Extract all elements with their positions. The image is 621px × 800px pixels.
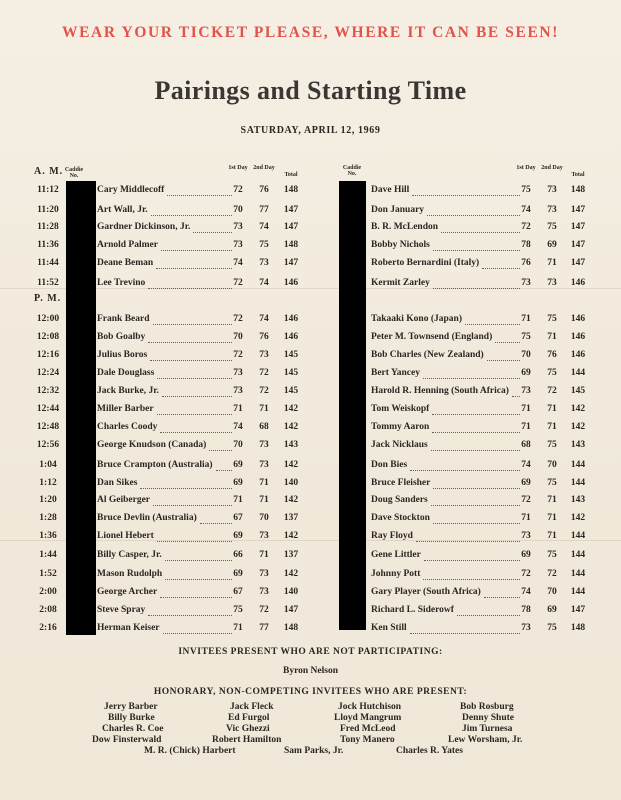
player-name: Gary Player (South Africa) <box>371 587 481 597</box>
leader-dots <box>457 614 520 616</box>
total-score: 143 <box>570 495 586 505</box>
first-day-score: 75 <box>521 332 531 342</box>
first-day-score: 74 <box>233 258 243 268</box>
total-score: 147 <box>283 222 299 232</box>
honorary-invitee: Charles R. Yates <box>396 746 463 756</box>
first-day-score: 69 <box>521 368 531 378</box>
second-day-score: 72 <box>259 605 269 615</box>
first-day-score: 73 <box>521 623 531 633</box>
first-day-score: 74 <box>521 460 531 470</box>
second-day-score: 75 <box>259 240 269 250</box>
player-name: Don Bies <box>371 460 408 470</box>
leader-dots <box>161 249 232 251</box>
second-day-score: 75 <box>547 440 557 450</box>
honorary-invitee: Robert Hamilton <box>212 735 282 745</box>
leader-dots <box>151 214 232 216</box>
player-name: Billy Casper, Jr. <box>97 550 162 560</box>
first-day-score: 72 <box>521 569 531 579</box>
tee-time: 12:48 <box>36 422 60 432</box>
tee-time: 12:24 <box>36 368 60 378</box>
tee-time: 2:16 <box>39 623 57 633</box>
tee-time: 1:04 <box>39 460 57 470</box>
first-day-score: 68 <box>521 440 531 450</box>
player-name: Cary Middlecoff <box>97 185 165 195</box>
player-name: Roberto Bernardini (Italy) <box>371 258 480 268</box>
tee-time: 11:20 <box>37 205 59 215</box>
player-name: Peter M. Townsend (England) <box>371 332 493 342</box>
tee-time: 12:16 <box>36 350 60 360</box>
player-name: Al Geiberger <box>97 495 151 505</box>
honorary-invitee: Jerry Barber <box>104 702 158 712</box>
total-score: 144 <box>570 478 586 488</box>
player-name: Tommy Aaron <box>371 422 430 432</box>
total-header-left: Total <box>284 172 298 178</box>
tee-time: 12:32 <box>36 386 60 396</box>
first-day-score: 73 <box>233 240 243 250</box>
first-day-score: 72 <box>233 350 243 360</box>
redacted-caddie-column-right <box>339 181 366 630</box>
leader-dots <box>416 540 520 542</box>
second-day-score: 71 <box>259 478 269 488</box>
player-name: Jack Nicklaus <box>371 440 428 450</box>
tee-time: 1:20 <box>39 495 57 505</box>
total-score: 148 <box>570 185 586 195</box>
first-day-score: 75 <box>521 185 531 195</box>
first-day-score: 70 <box>233 332 243 342</box>
player-name: Steve Spray <box>97 605 146 615</box>
leader-dots <box>162 395 232 397</box>
player-name: Mason Rudolph <box>97 569 163 579</box>
redacted-caddie-column-left <box>66 181 96 635</box>
leader-dots <box>433 487 520 489</box>
tee-time: 2:00 <box>39 587 57 597</box>
honorary-invitee: M. R. (Chick) Harbert <box>144 746 236 756</box>
tee-time: 1:52 <box>39 569 57 579</box>
leader-dots <box>433 249 520 251</box>
player-name: Dave Hill <box>371 185 410 195</box>
tee-time: 1:28 <box>39 513 57 523</box>
second-day-score: 70 <box>547 587 557 597</box>
player-name: Bobby Nichols <box>371 240 430 250</box>
total-score: 146 <box>570 278 586 288</box>
first-day-score: 73 <box>233 386 243 396</box>
player-name: Charles Coody <box>97 422 158 432</box>
tee-time: 11:44 <box>37 258 59 268</box>
honorary-invitee: Denny Shute <box>462 713 514 723</box>
player-name: Harold R. Henning (South Africa) <box>371 386 509 396</box>
leader-dots <box>433 522 520 524</box>
leader-dots <box>410 632 520 634</box>
total-score: 144 <box>570 531 586 541</box>
tee-time: 1:44 <box>39 550 57 560</box>
total-score: 137 <box>283 550 299 560</box>
honorary-invitee: Charles R. Coe <box>102 724 164 734</box>
second-day-score: 71 <box>259 495 269 505</box>
honorary-invitee: Jock Hutchison <box>338 702 402 712</box>
total-score: 147 <box>570 605 586 615</box>
total-score: 142 <box>570 404 586 414</box>
total-score: 147 <box>283 258 299 268</box>
tee-time: 12:56 <box>36 440 60 450</box>
leader-dots <box>160 431 232 433</box>
first-day-score: 70 <box>521 350 531 360</box>
leader-dots <box>157 413 232 415</box>
second-day-score: 75 <box>547 314 557 324</box>
tee-time: 1:36 <box>39 531 57 541</box>
first-day-score: 72 <box>233 185 243 195</box>
first-day-score: 78 <box>521 605 531 615</box>
first-day-score: 74 <box>521 587 531 597</box>
tee-time: 12:08 <box>36 332 60 342</box>
second-day-score: 71 <box>547 495 557 505</box>
player-name: Dave Stockton <box>371 513 430 523</box>
leader-dots <box>424 559 520 561</box>
player-name: B. R. McLendon <box>371 222 439 232</box>
tee-time: 11:28 <box>37 222 59 232</box>
leader-dots <box>427 214 520 216</box>
caddie-header-left: Caddie No. <box>64 167 84 179</box>
player-name: Don January <box>371 205 425 215</box>
player-name: Frank Beard <box>97 314 150 324</box>
total-score: 142 <box>283 460 299 470</box>
first-day-score: 67 <box>233 587 243 597</box>
first-day-score: 69 <box>233 531 243 541</box>
caddie-header-right: Caddie No. <box>342 165 362 177</box>
first-day-score: 74 <box>233 422 243 432</box>
tee-time: 1:12 <box>39 478 57 488</box>
second-day-score: 69 <box>547 240 557 250</box>
second-day-score: 71 <box>547 258 557 268</box>
player-name: Gene Littler <box>371 550 421 560</box>
total-score: 148 <box>283 185 299 195</box>
first-day-score: 71 <box>233 495 243 505</box>
date-line: SATURDAY, APRIL 12, 1969 <box>240 125 381 136</box>
second-day-score: 77 <box>259 623 269 633</box>
leader-dots <box>165 559 232 561</box>
honorary-invitee: Jack Fleck <box>230 702 274 712</box>
total-score: 146 <box>570 332 586 342</box>
total-score: 148 <box>570 623 586 633</box>
player-name: Tom Weiskopf <box>371 404 430 414</box>
leader-dots <box>412 194 520 196</box>
total-score: 143 <box>570 440 586 450</box>
total-score: 140 <box>283 478 299 488</box>
player-name: Lee Trevino <box>97 278 146 288</box>
leader-dots <box>423 377 520 379</box>
total-score: 142 <box>283 495 299 505</box>
leader-dots <box>163 632 232 634</box>
first-day-score: 73 <box>521 278 531 288</box>
total-score: 142 <box>283 404 299 414</box>
player-name: Bert Yancey <box>371 368 420 378</box>
leader-dots <box>160 596 232 598</box>
second-day-score: 71 <box>259 404 269 414</box>
total-score: 142 <box>570 422 586 432</box>
leader-dots <box>441 231 520 233</box>
total-score: 147 <box>283 605 299 615</box>
honorary-invitee: Vic Ghezzi <box>226 724 270 734</box>
second-day-score: 73 <box>547 278 557 288</box>
second-day-score: 71 <box>547 513 557 523</box>
day1-header-right: 1st Day <box>516 165 536 171</box>
leader-dots <box>153 504 232 506</box>
second-day-score: 75 <box>547 368 557 378</box>
second-day-score: 75 <box>547 550 557 560</box>
total-score: 142 <box>283 569 299 579</box>
player-name: Lionel Hebert <box>97 531 154 541</box>
honorary-invitee: Sam Parks, Jr. <box>284 746 344 756</box>
first-day-score: 69 <box>521 478 531 488</box>
second-day-score: 77 <box>259 205 269 215</box>
tee-time: 12:00 <box>36 314 60 324</box>
total-score: 147 <box>570 205 586 215</box>
player-name: Miller Barber <box>97 404 154 414</box>
leader-dots <box>157 377 232 379</box>
first-day-score: 73 <box>521 531 531 541</box>
second-day-score: 73 <box>259 350 269 360</box>
total-score: 147 <box>283 205 299 215</box>
pm-label: P. M. <box>34 293 62 304</box>
second-day-score: 76 <box>547 350 557 360</box>
total-score: 147 <box>570 258 586 268</box>
player-name: Bob Charles (New Zealand) <box>371 350 484 360</box>
player-name: Kermit Zarley <box>371 278 430 288</box>
second-day-score: 72 <box>547 569 557 579</box>
total-score: 145 <box>283 386 299 396</box>
first-day-score: 69 <box>233 478 243 488</box>
total-score: 146 <box>283 332 299 342</box>
leader-dots <box>167 194 232 196</box>
total-score: 146 <box>570 350 586 360</box>
first-day-score: 71 <box>521 314 531 324</box>
second-day-score: 73 <box>259 258 269 268</box>
first-day-score: 70 <box>233 205 243 215</box>
first-day-score: 69 <box>521 550 531 560</box>
total-score: 147 <box>570 222 586 232</box>
first-day-score: 73 <box>521 386 531 396</box>
total-score: 148 <box>283 623 299 633</box>
day2-header-left: 2nd Day <box>253 165 275 171</box>
second-day-score: 75 <box>547 478 557 488</box>
player-name: Dale Douglass <box>97 368 155 378</box>
first-day-score: 70 <box>233 440 243 450</box>
player-name: Art Wall, Jr. <box>97 205 148 215</box>
first-day-score: 71 <box>521 404 531 414</box>
second-day-score: 72 <box>259 368 269 378</box>
first-day-score: 69 <box>233 460 243 470</box>
leader-dots <box>433 287 520 289</box>
first-day-score: 72 <box>233 314 243 324</box>
leader-dots <box>432 431 520 433</box>
invitees-heading: INVITEES PRESENT WHO ARE NOT PARTICIPATING: <box>178 647 443 657</box>
invitee-name: Byron Nelson <box>283 666 338 676</box>
second-day-score: 75 <box>547 222 557 232</box>
tee-time: 2:08 <box>39 605 57 615</box>
player-name: Bruce Fleisher <box>371 478 431 488</box>
player-name: Bob Goalby <box>97 332 146 342</box>
second-day-score: 73 <box>259 531 269 541</box>
total-score: 142 <box>283 531 299 541</box>
total-score: 144 <box>570 569 586 579</box>
first-day-score: 67 <box>233 513 243 523</box>
honorary-invitee: Tony Manero <box>340 735 395 745</box>
ticket-banner: WEAR YOUR TICKET PLEASE, WHERE IT CAN BE SEEN! <box>62 24 559 41</box>
first-day-score: 71 <box>521 513 531 523</box>
second-day-score: 76 <box>259 185 269 195</box>
leader-dots <box>150 359 232 361</box>
total-score: 137 <box>283 513 299 523</box>
am-label: A. M. <box>34 166 64 177</box>
player-name: Dan Sikes <box>97 478 138 488</box>
first-day-score: 78 <box>521 240 531 250</box>
player-name: Gardner Dickinson, Jr. <box>97 222 191 232</box>
honorary-invitee: Bob Rosburg <box>460 702 514 712</box>
first-day-score: 72 <box>521 222 531 232</box>
player-name: Arnold Palmer <box>97 240 158 250</box>
second-day-score: 72 <box>547 386 557 396</box>
leader-dots <box>140 487 232 489</box>
second-day-score: 73 <box>259 569 269 579</box>
honorary-invitee: Dow Finsterwald <box>92 735 162 745</box>
leader-dots <box>431 504 520 506</box>
second-day-score: 71 <box>547 422 557 432</box>
leader-dots <box>465 323 520 325</box>
player-name: Johnny Pott <box>371 569 421 579</box>
total-score: 144 <box>570 550 586 560</box>
second-day-score: 73 <box>259 587 269 597</box>
leader-dots <box>153 323 232 325</box>
total-score: 145 <box>283 368 299 378</box>
player-name: Doug Sanders <box>371 495 428 505</box>
total-score: 143 <box>283 440 299 450</box>
second-day-score: 74 <box>259 314 269 324</box>
tee-time: 11:12 <box>37 185 59 195</box>
total-score: 146 <box>283 278 299 288</box>
second-day-score: 73 <box>547 205 557 215</box>
total-score: 144 <box>570 460 586 470</box>
leader-dots <box>157 540 232 542</box>
first-day-score: 71 <box>233 623 243 633</box>
total-score: 145 <box>283 350 299 360</box>
honorary-invitee: Jim Turnesa <box>462 724 513 734</box>
tee-time: 11:52 <box>37 278 59 288</box>
first-day-score: 75 <box>233 605 243 615</box>
player-name: Takaaki Kono (Japan) <box>371 314 462 324</box>
total-score: 147 <box>570 240 586 250</box>
second-day-score: 73 <box>259 460 269 470</box>
total-score: 148 <box>283 240 299 250</box>
first-day-score: 71 <box>521 422 531 432</box>
first-day-score: 69 <box>233 569 243 579</box>
player-name: Ken Still <box>371 623 407 633</box>
total-score: 145 <box>570 386 586 396</box>
total-score: 144 <box>570 368 586 378</box>
player-name: Ray Floyd <box>371 531 413 541</box>
leader-dots <box>410 469 520 471</box>
first-day-score: 72 <box>233 278 243 288</box>
player-name: Deane Beman <box>97 258 154 268</box>
tee-time: 11:36 <box>37 240 59 250</box>
total-score: 142 <box>570 513 586 523</box>
honorary-heading: HONORARY, NON-COMPETING INVITEES WHO ARE PRESENT: <box>153 687 468 697</box>
second-day-score: 71 <box>259 550 269 560</box>
player-name: Bruce Crampton (Australia) <box>97 460 213 470</box>
second-day-score: 76 <box>259 332 269 342</box>
second-day-score: 69 <box>547 605 557 615</box>
leader-dots <box>432 413 520 415</box>
total-score: 140 <box>283 587 299 597</box>
second-day-score: 70 <box>547 460 557 470</box>
leader-dots <box>165 578 232 580</box>
player-name: George Archer <box>97 587 158 597</box>
second-day-score: 70 <box>259 513 269 523</box>
total-score: 146 <box>283 314 299 324</box>
second-day-score: 74 <box>259 222 269 232</box>
second-day-score: 72 <box>259 386 269 396</box>
leader-dots <box>148 341 232 343</box>
first-day-score: 73 <box>233 222 243 232</box>
day2-header-right: 2nd Day <box>541 165 563 171</box>
first-day-score: 76 <box>521 258 531 268</box>
second-day-score: 71 <box>547 531 557 541</box>
second-day-score: 71 <box>547 332 557 342</box>
first-day-score: 73 <box>233 368 243 378</box>
total-score: 144 <box>570 587 586 597</box>
second-day-score: 71 <box>547 404 557 414</box>
first-day-score: 72 <box>521 495 531 505</box>
second-day-score: 73 <box>547 185 557 195</box>
honorary-invitee: Lew Worsham, Jr. <box>448 735 523 745</box>
player-name: Julius Boros <box>97 350 148 360</box>
leader-dots <box>148 614 232 616</box>
leader-dots <box>423 578 520 580</box>
total-score: 146 <box>570 314 586 324</box>
honorary-invitee: Fred McLeod <box>340 724 396 734</box>
first-day-score: 74 <box>521 205 531 215</box>
first-day-score: 71 <box>233 404 243 414</box>
player-name: Herman Keiser <box>97 623 160 633</box>
leader-dots <box>156 267 232 269</box>
second-day-score: 73 <box>259 440 269 450</box>
second-day-score: 68 <box>259 422 269 432</box>
honorary-invitee: Ed Furgol <box>228 713 270 723</box>
player-name: Richard L. Siderowf <box>371 605 454 615</box>
total-header-right: Total <box>571 172 585 178</box>
player-name: Jack Burke, Jr. <box>97 386 159 396</box>
page-title: Pairings and Starting Time <box>154 76 467 105</box>
first-day-score: 66 <box>233 550 243 560</box>
honorary-invitee: Lloyd Mangrum <box>334 713 402 723</box>
day1-header-left: 1st Day <box>228 165 248 171</box>
player-name: George Knudson (Canada) <box>97 440 207 450</box>
tee-time: 12:44 <box>36 404 60 414</box>
leader-dots <box>431 449 520 451</box>
player-name: Bruce Devlin (Australia) <box>97 513 197 523</box>
leader-dots <box>148 287 232 289</box>
second-day-score: 75 <box>547 623 557 633</box>
second-day-score: 74 <box>259 278 269 288</box>
honorary-invitee: Billy Burke <box>108 713 155 723</box>
total-score: 142 <box>283 422 299 432</box>
